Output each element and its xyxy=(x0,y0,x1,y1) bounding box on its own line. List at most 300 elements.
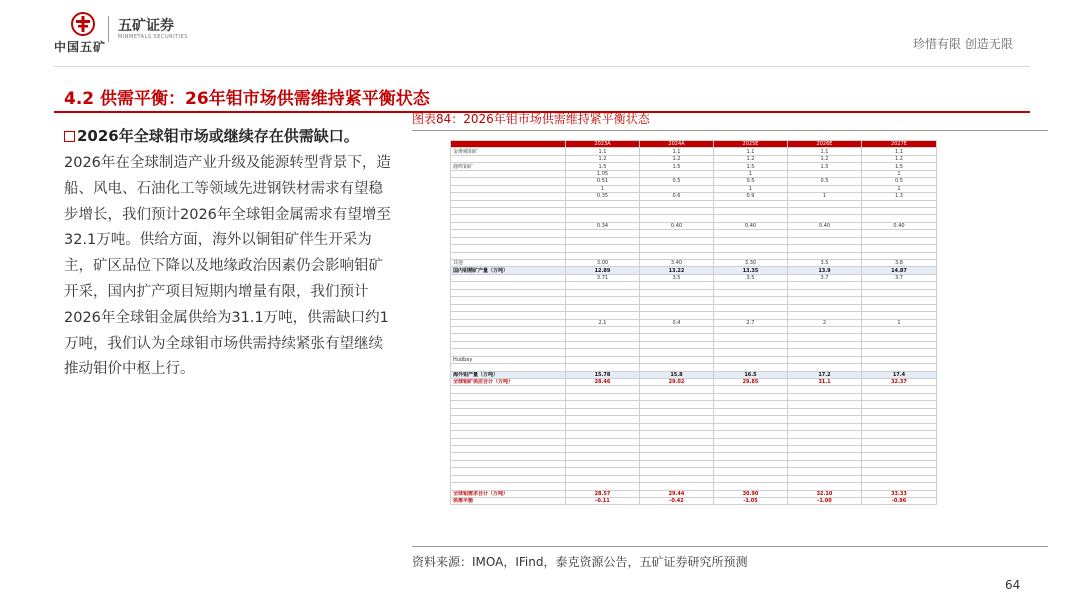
table-cell xyxy=(788,245,862,252)
table-row xyxy=(451,170,937,177)
row-label: 金堆城钼矿 xyxy=(451,148,566,155)
table-cell: 0.6 xyxy=(640,193,714,200)
table-cell xyxy=(714,252,788,259)
table-row xyxy=(451,431,937,438)
table-cell: 1.5 xyxy=(714,163,788,170)
column-header xyxy=(451,141,566,148)
table-cell xyxy=(640,245,714,252)
lead-text: 2026年全球钼市场或继续存在供需缺口。 xyxy=(77,127,359,145)
row-label xyxy=(451,207,566,214)
table-cell xyxy=(714,341,788,348)
table-row xyxy=(451,282,937,289)
table-cell xyxy=(714,416,788,423)
table-cell xyxy=(788,326,862,333)
table-cell xyxy=(714,282,788,289)
table-cell xyxy=(788,408,862,415)
table-cell: 14.87 xyxy=(862,267,937,274)
table-row xyxy=(451,408,937,415)
row-label: 海外钼产量（万吨） xyxy=(451,371,566,378)
table-cell: 17.4 xyxy=(862,371,937,378)
table-cell xyxy=(788,185,862,192)
row-label xyxy=(451,341,566,348)
table-cell xyxy=(714,356,788,363)
table-cell xyxy=(566,349,640,356)
checkbox-bullet-icon xyxy=(64,131,75,142)
row-label xyxy=(451,193,566,200)
table-cell xyxy=(640,393,714,400)
table-cell xyxy=(862,341,937,348)
table-cell xyxy=(566,282,640,289)
table-cell xyxy=(862,230,937,237)
table-cell xyxy=(862,252,937,259)
table-row xyxy=(451,460,937,467)
table-cell xyxy=(640,468,714,475)
table-cell xyxy=(640,423,714,430)
table-cell xyxy=(862,237,937,244)
table-cell: 12.89 xyxy=(566,267,640,274)
table-row xyxy=(451,222,937,229)
row-label xyxy=(451,185,566,192)
table-cell: 1.3 xyxy=(862,193,937,200)
table-cell: 0.9 xyxy=(714,193,788,200)
group-logo-text: 中国五矿 xyxy=(54,40,107,54)
table-row xyxy=(451,356,937,363)
table-cell xyxy=(640,356,714,363)
table-cell xyxy=(566,326,640,333)
table-cell xyxy=(788,364,862,371)
table-cell xyxy=(788,423,862,430)
table-cell xyxy=(640,252,714,259)
table-cell xyxy=(714,334,788,341)
column-header: 2023A xyxy=(566,141,640,148)
table-cell xyxy=(862,453,937,460)
table-cell xyxy=(566,483,640,490)
table-cell xyxy=(862,326,937,333)
table-row xyxy=(451,207,937,214)
table-row xyxy=(451,297,937,304)
row-label xyxy=(451,445,566,452)
table-cell xyxy=(640,416,714,423)
row-label xyxy=(451,282,566,289)
row-label xyxy=(451,349,566,356)
table-cell xyxy=(714,401,788,408)
table-cell xyxy=(862,416,937,423)
table-cell xyxy=(566,334,640,341)
table-cell: 1.2 xyxy=(714,155,788,162)
table-row xyxy=(451,237,937,244)
table-cell xyxy=(862,445,937,452)
supply-demand-table xyxy=(450,140,937,505)
table-cell xyxy=(640,460,714,467)
table-cell: 1.2 xyxy=(862,155,937,162)
figure-source: 资料来源：IMOA，IFind，泰克资源公告，五矿证券研究所预测 xyxy=(412,555,748,569)
row-label: 其他 xyxy=(451,260,566,267)
table-cell xyxy=(788,393,862,400)
table-cell xyxy=(788,170,862,177)
table-cell xyxy=(862,245,937,252)
table-cell xyxy=(714,304,788,311)
table-cell: 29.85 xyxy=(714,379,788,386)
table-cell: 31.1 xyxy=(788,379,862,386)
table-row xyxy=(451,438,937,445)
table-row xyxy=(451,245,937,252)
table-cell xyxy=(788,416,862,423)
table-cell: 32.10 xyxy=(788,490,862,497)
row-label xyxy=(451,200,566,207)
table-cell xyxy=(862,207,937,214)
table-cell xyxy=(566,445,640,452)
table-cell: 1.5 xyxy=(862,163,937,170)
table-cell xyxy=(862,215,937,222)
table-cell xyxy=(788,237,862,244)
table-cell: 33.33 xyxy=(862,490,937,497)
table-cell xyxy=(714,230,788,237)
table-cell xyxy=(640,326,714,333)
table-cell xyxy=(714,453,788,460)
row-label xyxy=(451,215,566,222)
table-cell xyxy=(640,349,714,356)
table-cell xyxy=(640,386,714,393)
row-label xyxy=(451,289,566,296)
row-label xyxy=(451,460,566,467)
row-label xyxy=(451,468,566,475)
table-cell: 1.5 xyxy=(566,163,640,170)
row-label xyxy=(451,304,566,311)
row-label xyxy=(451,297,566,304)
row-label xyxy=(451,423,566,430)
table-cell: 3.40 xyxy=(640,260,714,267)
table-cell: -1.00 xyxy=(788,498,862,505)
table-cell xyxy=(788,460,862,467)
table-cell xyxy=(714,483,788,490)
table-row xyxy=(451,393,937,400)
row-label xyxy=(451,401,566,408)
table-row xyxy=(451,304,937,311)
row-label xyxy=(451,178,566,185)
table-cell xyxy=(788,215,862,222)
table-row xyxy=(451,155,937,162)
table-cell xyxy=(566,475,640,482)
row-label: Hudbay xyxy=(451,356,566,363)
table-cell xyxy=(640,170,714,177)
table-cell: 15.8 xyxy=(640,371,714,378)
table-cell xyxy=(788,453,862,460)
broker-name: 五矿证券 xyxy=(118,18,174,34)
table-cell xyxy=(640,304,714,311)
table-row xyxy=(451,483,937,490)
table-cell xyxy=(788,252,862,259)
table-cell xyxy=(640,312,714,319)
column-header: 2025E xyxy=(714,141,788,148)
table-cell xyxy=(566,423,640,430)
table-cell xyxy=(714,237,788,244)
table-cell xyxy=(862,297,937,304)
row-label: 鹿鸣钼矿 xyxy=(451,163,566,170)
table-cell xyxy=(566,230,640,237)
table-cell xyxy=(862,468,937,475)
table-cell xyxy=(714,297,788,304)
table-cell xyxy=(862,304,937,311)
slogan: 珍惜有限 创造无限 xyxy=(913,37,1013,51)
table-row xyxy=(451,475,937,482)
table-row xyxy=(451,423,937,430)
table-cell xyxy=(714,349,788,356)
table-cell xyxy=(640,445,714,452)
table-cell xyxy=(566,356,640,363)
row-label xyxy=(451,245,566,252)
table-cell xyxy=(714,312,788,319)
table-cell xyxy=(714,289,788,296)
table-cell xyxy=(640,341,714,348)
table-cell xyxy=(566,312,640,319)
table-cell xyxy=(714,438,788,445)
table-row xyxy=(451,468,937,475)
table-cell xyxy=(566,304,640,311)
table-cell xyxy=(788,230,862,237)
table-cell: 0.34 xyxy=(566,222,640,229)
table-cell xyxy=(788,431,862,438)
table-cell: 0.40 xyxy=(640,222,714,229)
table-cell xyxy=(714,445,788,452)
table-cell xyxy=(788,438,862,445)
table-cell xyxy=(640,431,714,438)
table-cell: 13.9 xyxy=(788,267,862,274)
table-cell xyxy=(566,215,640,222)
table-cell: 1.2 xyxy=(566,155,640,162)
row-label xyxy=(451,393,566,400)
table-cell: 0.5 xyxy=(714,178,788,185)
table-cell xyxy=(714,431,788,438)
table-cell xyxy=(566,200,640,207)
table-cell: 13.22 xyxy=(640,267,714,274)
table-cell xyxy=(566,252,640,259)
row-label xyxy=(451,319,566,326)
table-row xyxy=(451,200,937,207)
row-label xyxy=(451,312,566,319)
table-cell: 3.71 xyxy=(566,274,640,281)
table-cell: 0.40 xyxy=(862,222,937,229)
table-cell: 3.7 xyxy=(862,274,937,281)
row-label: 供需平衡 xyxy=(451,498,566,505)
table-cell: -0.96 xyxy=(862,498,937,505)
table-cell xyxy=(714,460,788,467)
table-row xyxy=(451,349,937,356)
table-cell xyxy=(566,416,640,423)
table-cell: 3.7 xyxy=(788,274,862,281)
table-cell xyxy=(640,475,714,482)
page-number: 64 xyxy=(1005,578,1021,592)
table-cell xyxy=(714,207,788,214)
table-cell xyxy=(862,356,937,363)
logo-divider xyxy=(108,16,109,42)
table-cell: 1.5 xyxy=(640,163,714,170)
table-cell: 13.35 xyxy=(714,267,788,274)
table-cell xyxy=(788,475,862,482)
table-cell xyxy=(640,364,714,371)
table-cell: 2.7 xyxy=(714,319,788,326)
table-cell xyxy=(788,304,862,311)
row-label xyxy=(451,274,566,281)
table-row xyxy=(451,289,937,296)
table-row xyxy=(451,185,937,192)
table-cell xyxy=(862,438,937,445)
table-row xyxy=(451,490,937,497)
row-label xyxy=(451,364,566,371)
table-cell xyxy=(640,289,714,296)
table-row xyxy=(451,274,937,281)
row-label xyxy=(451,386,566,393)
table-cell xyxy=(566,460,640,467)
table-cell xyxy=(788,297,862,304)
table-cell xyxy=(566,453,640,460)
table-cell: 3.5 xyxy=(714,274,788,281)
table-cell xyxy=(862,423,937,430)
table-cell: 15.78 xyxy=(566,371,640,378)
table-cell: 1.5 xyxy=(788,163,862,170)
figure-title: 图表84：2026年钼市场供需维持紧平衡状态 xyxy=(412,112,650,126)
row-label: 全球钼需求合计（万吨） xyxy=(451,490,566,497)
table-cell xyxy=(714,393,788,400)
table-cell: 32.37 xyxy=(862,379,937,386)
table-cell xyxy=(640,207,714,214)
table-cell: -0.11 xyxy=(566,498,640,505)
table-cell xyxy=(714,326,788,333)
table-cell: 0.35 xyxy=(566,193,640,200)
table-cell: 2.1 xyxy=(566,319,640,326)
row-label xyxy=(451,252,566,259)
table-cell: 1.1 xyxy=(566,148,640,155)
table-cell xyxy=(714,245,788,252)
table-cell xyxy=(566,386,640,393)
row-label xyxy=(451,155,566,162)
body-paragraph: 2026年在全球制造产业升级及能源转型背景下，造船、风电、石油化工等领域先进钢铁材需求有望稳步增长，我们预计2026年全球钼金属需求有望增至32.1万吨。供给方面，海外以铜钼矿伴生开采为主，矿区品位下降以及地缘政治因素仍会影响钼矿开采，国内扩产项目短期内增量有限，我们预计2026年全球钼金属供给为31.1万吨，供需缺口约1万吨，我们认为全球钼市场供需持续紧张有望继续推动钼价中枢上行。 xyxy=(64,155,391,378)
table-cell xyxy=(862,312,937,319)
table-cell: 16.5 xyxy=(714,371,788,378)
table-cell xyxy=(714,475,788,482)
table-cell xyxy=(566,431,640,438)
table-cell xyxy=(566,438,640,445)
table-cell: 29.44 xyxy=(640,490,714,497)
row-label: 国内钼精矿产量（万吨） xyxy=(451,267,566,274)
table-cell xyxy=(788,401,862,408)
table-cell: 0.5 xyxy=(788,178,862,185)
table-row xyxy=(451,163,937,170)
table-cell: 1 xyxy=(862,319,937,326)
table-cell xyxy=(862,483,937,490)
header-divider xyxy=(54,66,1030,67)
table-cell xyxy=(640,438,714,445)
row-label xyxy=(451,222,566,229)
table-cell xyxy=(714,408,788,415)
table-cell xyxy=(788,468,862,475)
row-label xyxy=(451,438,566,445)
table-cell: 3.8 xyxy=(862,260,937,267)
table-row xyxy=(451,148,937,155)
table-cell xyxy=(862,282,937,289)
table-cell: 0.5 xyxy=(862,178,937,185)
table-cell xyxy=(862,289,937,296)
table-cell: 1 xyxy=(862,185,937,192)
table-cell xyxy=(862,475,937,482)
table-row xyxy=(451,312,937,319)
table-cell xyxy=(714,215,788,222)
table-cell: 1.2 xyxy=(788,155,862,162)
column-header: 2027E xyxy=(862,141,937,148)
table-cell xyxy=(640,230,714,237)
table-cell xyxy=(566,297,640,304)
row-label xyxy=(451,408,566,415)
row-label: 全球钼矿供应合计（万吨） xyxy=(451,379,566,386)
table-cell xyxy=(640,483,714,490)
table-row xyxy=(451,178,937,185)
table-cell xyxy=(640,200,714,207)
lead-paragraph xyxy=(64,125,394,147)
table-row xyxy=(451,341,937,348)
table-cell: 3.5 xyxy=(640,274,714,281)
page-header xyxy=(0,0,1080,70)
table-row xyxy=(451,252,937,259)
section-title: 4.2 供需平衡：26年钼市场供需维持紧平衡状态 xyxy=(64,89,430,109)
table-row xyxy=(451,379,937,386)
table-cell xyxy=(862,460,937,467)
table-cell: 1 xyxy=(862,170,937,177)
row-label xyxy=(451,230,566,237)
figure-bottom-rule xyxy=(412,546,1048,547)
table-cell xyxy=(862,334,937,341)
table-cell xyxy=(566,237,640,244)
table-cell xyxy=(640,185,714,192)
table-cell xyxy=(862,386,937,393)
table-cell: 17.2 xyxy=(788,371,862,378)
table-cell: 1.05 xyxy=(566,170,640,177)
table-cell: 28.57 xyxy=(566,490,640,497)
broker-name-en: MINMETALS SECURITIES xyxy=(118,34,188,40)
table-cell: 0.40 xyxy=(788,222,862,229)
table-body xyxy=(451,148,937,505)
table-cell xyxy=(862,401,937,408)
table-cell xyxy=(566,364,640,371)
table-cell xyxy=(788,483,862,490)
table-cell: 29.02 xyxy=(640,379,714,386)
table-cell: 1.1 xyxy=(788,148,862,155)
table-cell xyxy=(566,408,640,415)
table-row xyxy=(451,401,937,408)
table-cell xyxy=(566,245,640,252)
table-cell: 0.51 xyxy=(566,178,640,185)
table-cell: -1.05 xyxy=(714,498,788,505)
row-label xyxy=(451,326,566,333)
table-row xyxy=(451,453,937,460)
table-row xyxy=(451,386,937,393)
table-cell xyxy=(788,341,862,348)
table-row xyxy=(451,193,937,200)
table-cell xyxy=(566,468,640,475)
table-cell: 1.1 xyxy=(714,148,788,155)
row-label xyxy=(451,170,566,177)
table-cell xyxy=(640,453,714,460)
table-cell: 3.00 xyxy=(566,260,640,267)
figure-top-rule xyxy=(412,130,1048,131)
table-cell xyxy=(566,401,640,408)
row-label xyxy=(451,453,566,460)
column-header: 2024A xyxy=(640,141,714,148)
table-cell xyxy=(714,468,788,475)
table-cell xyxy=(640,408,714,415)
table-cell: 3.5 xyxy=(788,260,862,267)
supply-demand-table-wrapper xyxy=(450,140,936,543)
table-cell xyxy=(788,289,862,296)
table-cell: 1 xyxy=(788,193,862,200)
